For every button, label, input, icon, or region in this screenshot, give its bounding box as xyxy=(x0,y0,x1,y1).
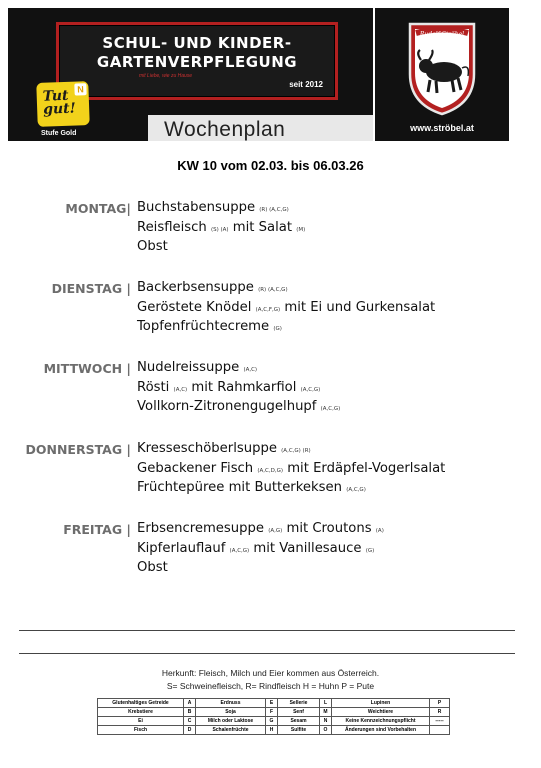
allergen-cell: Keine Kennzeichnungspflicht xyxy=(332,717,430,726)
allergen-code: (A,C) xyxy=(243,367,258,373)
dish-line xyxy=(137,360,257,375)
dish-text: mit Erdäpfel-Vogerlsalat xyxy=(283,460,446,476)
allergen-code: (A,C,G) xyxy=(346,487,366,493)
divider-line xyxy=(19,630,515,631)
allergen-cell: Senf xyxy=(278,708,320,717)
school-sign xyxy=(56,22,338,100)
allergen-cell: B xyxy=(184,708,196,717)
dish-text: mit Rahmkarfiol xyxy=(187,379,301,395)
school-slogan: mit Liebe, wie zu Hause xyxy=(139,73,193,79)
dish-text: Geröstete Knödel xyxy=(137,299,256,315)
dish-line xyxy=(137,560,168,575)
allergen-cell: F xyxy=(266,708,278,717)
allergen-cell: Weichtiere xyxy=(332,708,430,717)
dish-text: Kresseschöberlsuppe xyxy=(137,441,282,456)
badge-text xyxy=(42,87,77,118)
allergen-cell: Sellerie xyxy=(278,699,320,708)
badge-text-1: Tut xyxy=(42,87,69,105)
meat-legend: S= Schweinefleisch, R= Rindfleisch H = Huhn P = Pute xyxy=(166,681,375,691)
allergen-cell: L xyxy=(320,699,332,708)
allergen-row xyxy=(98,717,450,726)
allergen-code: (A,C,G) xyxy=(229,547,250,554)
header-banner xyxy=(8,8,373,141)
allergen-table xyxy=(97,698,450,735)
allergen-code: (G) xyxy=(273,326,282,332)
dish-text: Reisfleisch xyxy=(137,219,211,235)
plan-title: Wochenplan xyxy=(164,118,286,141)
allergen-cell: O xyxy=(320,726,332,735)
allergen-cell: ----- xyxy=(430,717,450,726)
day-label: DONNERSTAG | xyxy=(25,442,131,457)
dish-text: mit Croutons xyxy=(282,521,376,536)
day-label: DIENSTAG | xyxy=(51,281,131,296)
school-title-line2: GARTENVERPFLEGUNG xyxy=(96,53,298,71)
allergen-cell: C xyxy=(184,717,196,726)
day-label: MONTAG| xyxy=(65,201,131,216)
origin-note: Herkunft: Fleisch, Milch und Eier kommen aus Österreich. xyxy=(161,668,380,678)
allergen-cell: Milch oder Laktose xyxy=(196,717,266,726)
dish-line xyxy=(137,441,311,456)
allergen-cell: Fisch xyxy=(98,726,184,735)
allergen-cell xyxy=(430,726,450,735)
allergen-cell: Ei xyxy=(98,717,184,726)
allergen-code: (A,C,G) (R) xyxy=(281,448,311,454)
allergen-cell: Schalenfrüchte xyxy=(196,726,266,735)
dish-text: Gebackener Fisch xyxy=(137,460,258,476)
dish-line xyxy=(137,541,374,556)
allergen-cell: R xyxy=(430,708,450,717)
allergen-cell: Lupinen xyxy=(332,699,430,708)
allergen-code: (S) (A) xyxy=(210,226,229,233)
allergen-code: (R) (A,C,G) xyxy=(258,287,288,293)
dish-line xyxy=(137,319,282,334)
allergen-code: (A) xyxy=(375,528,384,534)
badge-caption: Stufe Gold xyxy=(41,130,77,137)
school-title xyxy=(59,34,335,72)
allergen-cell: Erdnuss xyxy=(196,699,266,708)
allergen-code: (A,G) xyxy=(268,528,283,534)
dish-text: mit Ei und Gurkensalat xyxy=(280,299,436,315)
allergen-cell: N xyxy=(320,717,332,726)
dish-line xyxy=(137,220,305,235)
allergen-code: (A,C,G) xyxy=(300,386,321,393)
allergen-cell: G xyxy=(266,717,278,726)
school-since: seit 2012 xyxy=(289,80,323,89)
allergen-row xyxy=(98,708,450,717)
allergen-code: (A,C,G) xyxy=(320,406,341,412)
dish-line xyxy=(137,461,445,476)
dish-text: mit Salat xyxy=(228,219,297,235)
dish-text: Buchstabensuppe xyxy=(137,200,260,215)
dish-text: Obst xyxy=(137,239,168,254)
allergen-row xyxy=(98,726,450,735)
dish-text: mit Vanillesauce xyxy=(249,540,366,556)
dish-text: Obst xyxy=(137,560,168,575)
allergen-cell: Sulfite xyxy=(278,726,320,735)
allergen-cell: Glutenhaltiges Getreide xyxy=(98,699,184,708)
dish-line xyxy=(137,300,435,315)
plan-title-bar xyxy=(148,115,373,141)
allergen-code: (G) xyxy=(365,547,375,554)
tut-gut-badge-icon xyxy=(36,81,90,127)
dish-text: Kipferlauflauf xyxy=(137,540,230,556)
day-label: FREITAG | xyxy=(63,522,131,537)
dish-line xyxy=(137,480,366,495)
dish-text: Topfenfrüchtecreme xyxy=(137,319,274,334)
allergen-cell: D xyxy=(184,726,196,735)
allergen-code: (M) xyxy=(296,226,306,233)
bull-shield-icon xyxy=(406,20,478,116)
allergen-cell: Sesam xyxy=(278,717,320,726)
allergen-row xyxy=(98,699,450,708)
dish-line xyxy=(137,399,340,414)
stroebel-logo xyxy=(375,8,509,141)
allergen-cell: H xyxy=(266,726,278,735)
dish-text: Erbsencremesuppe xyxy=(137,521,269,536)
logo-brand: Rudolf Ströbel xyxy=(419,31,465,38)
allergen-cell: P xyxy=(430,699,450,708)
allergen-code: (R) (A,C,G) xyxy=(259,207,289,213)
dish-line xyxy=(137,200,289,215)
allergen-cell: Krebstiere xyxy=(98,708,184,717)
dish-line xyxy=(137,280,288,295)
day-label: MITTWOCH | xyxy=(43,361,131,376)
divider-line xyxy=(19,653,515,654)
dish-text: Rösti xyxy=(137,379,174,395)
allergen-cell: Änderungen sind Vorbehalten xyxy=(332,726,430,735)
school-title-line1: SCHUL- UND KINDER- xyxy=(102,34,292,52)
dish-text: Vollkorn-Zitronengugelhupf xyxy=(137,399,321,414)
allergen-cell: Soja xyxy=(196,708,266,717)
dish-line xyxy=(137,521,384,536)
allergen-code: (A,C,D,G) xyxy=(257,467,284,474)
dish-text: Backerbsensuppe xyxy=(137,280,259,295)
allergen-code: (A,C,F,G) xyxy=(255,306,281,313)
dish-text: Nudelreissuppe xyxy=(137,360,244,375)
allergen-code: (A,C) xyxy=(173,386,188,393)
allergen-cell: M xyxy=(320,708,332,717)
week-title: KW 10 vom 02.03. bis 06.03.26 xyxy=(177,158,364,173)
badge-letter: N xyxy=(74,83,86,95)
dish-line xyxy=(137,239,168,254)
logo-url: www.ströbel.at xyxy=(410,123,474,133)
dish-text: Früchtepüree mit Butterkeksen xyxy=(137,480,347,495)
allergen-cell: A xyxy=(184,699,196,708)
badge-text-2: gut! xyxy=(42,100,77,118)
allergen-cell: E xyxy=(266,699,278,708)
dish-line xyxy=(137,380,320,395)
